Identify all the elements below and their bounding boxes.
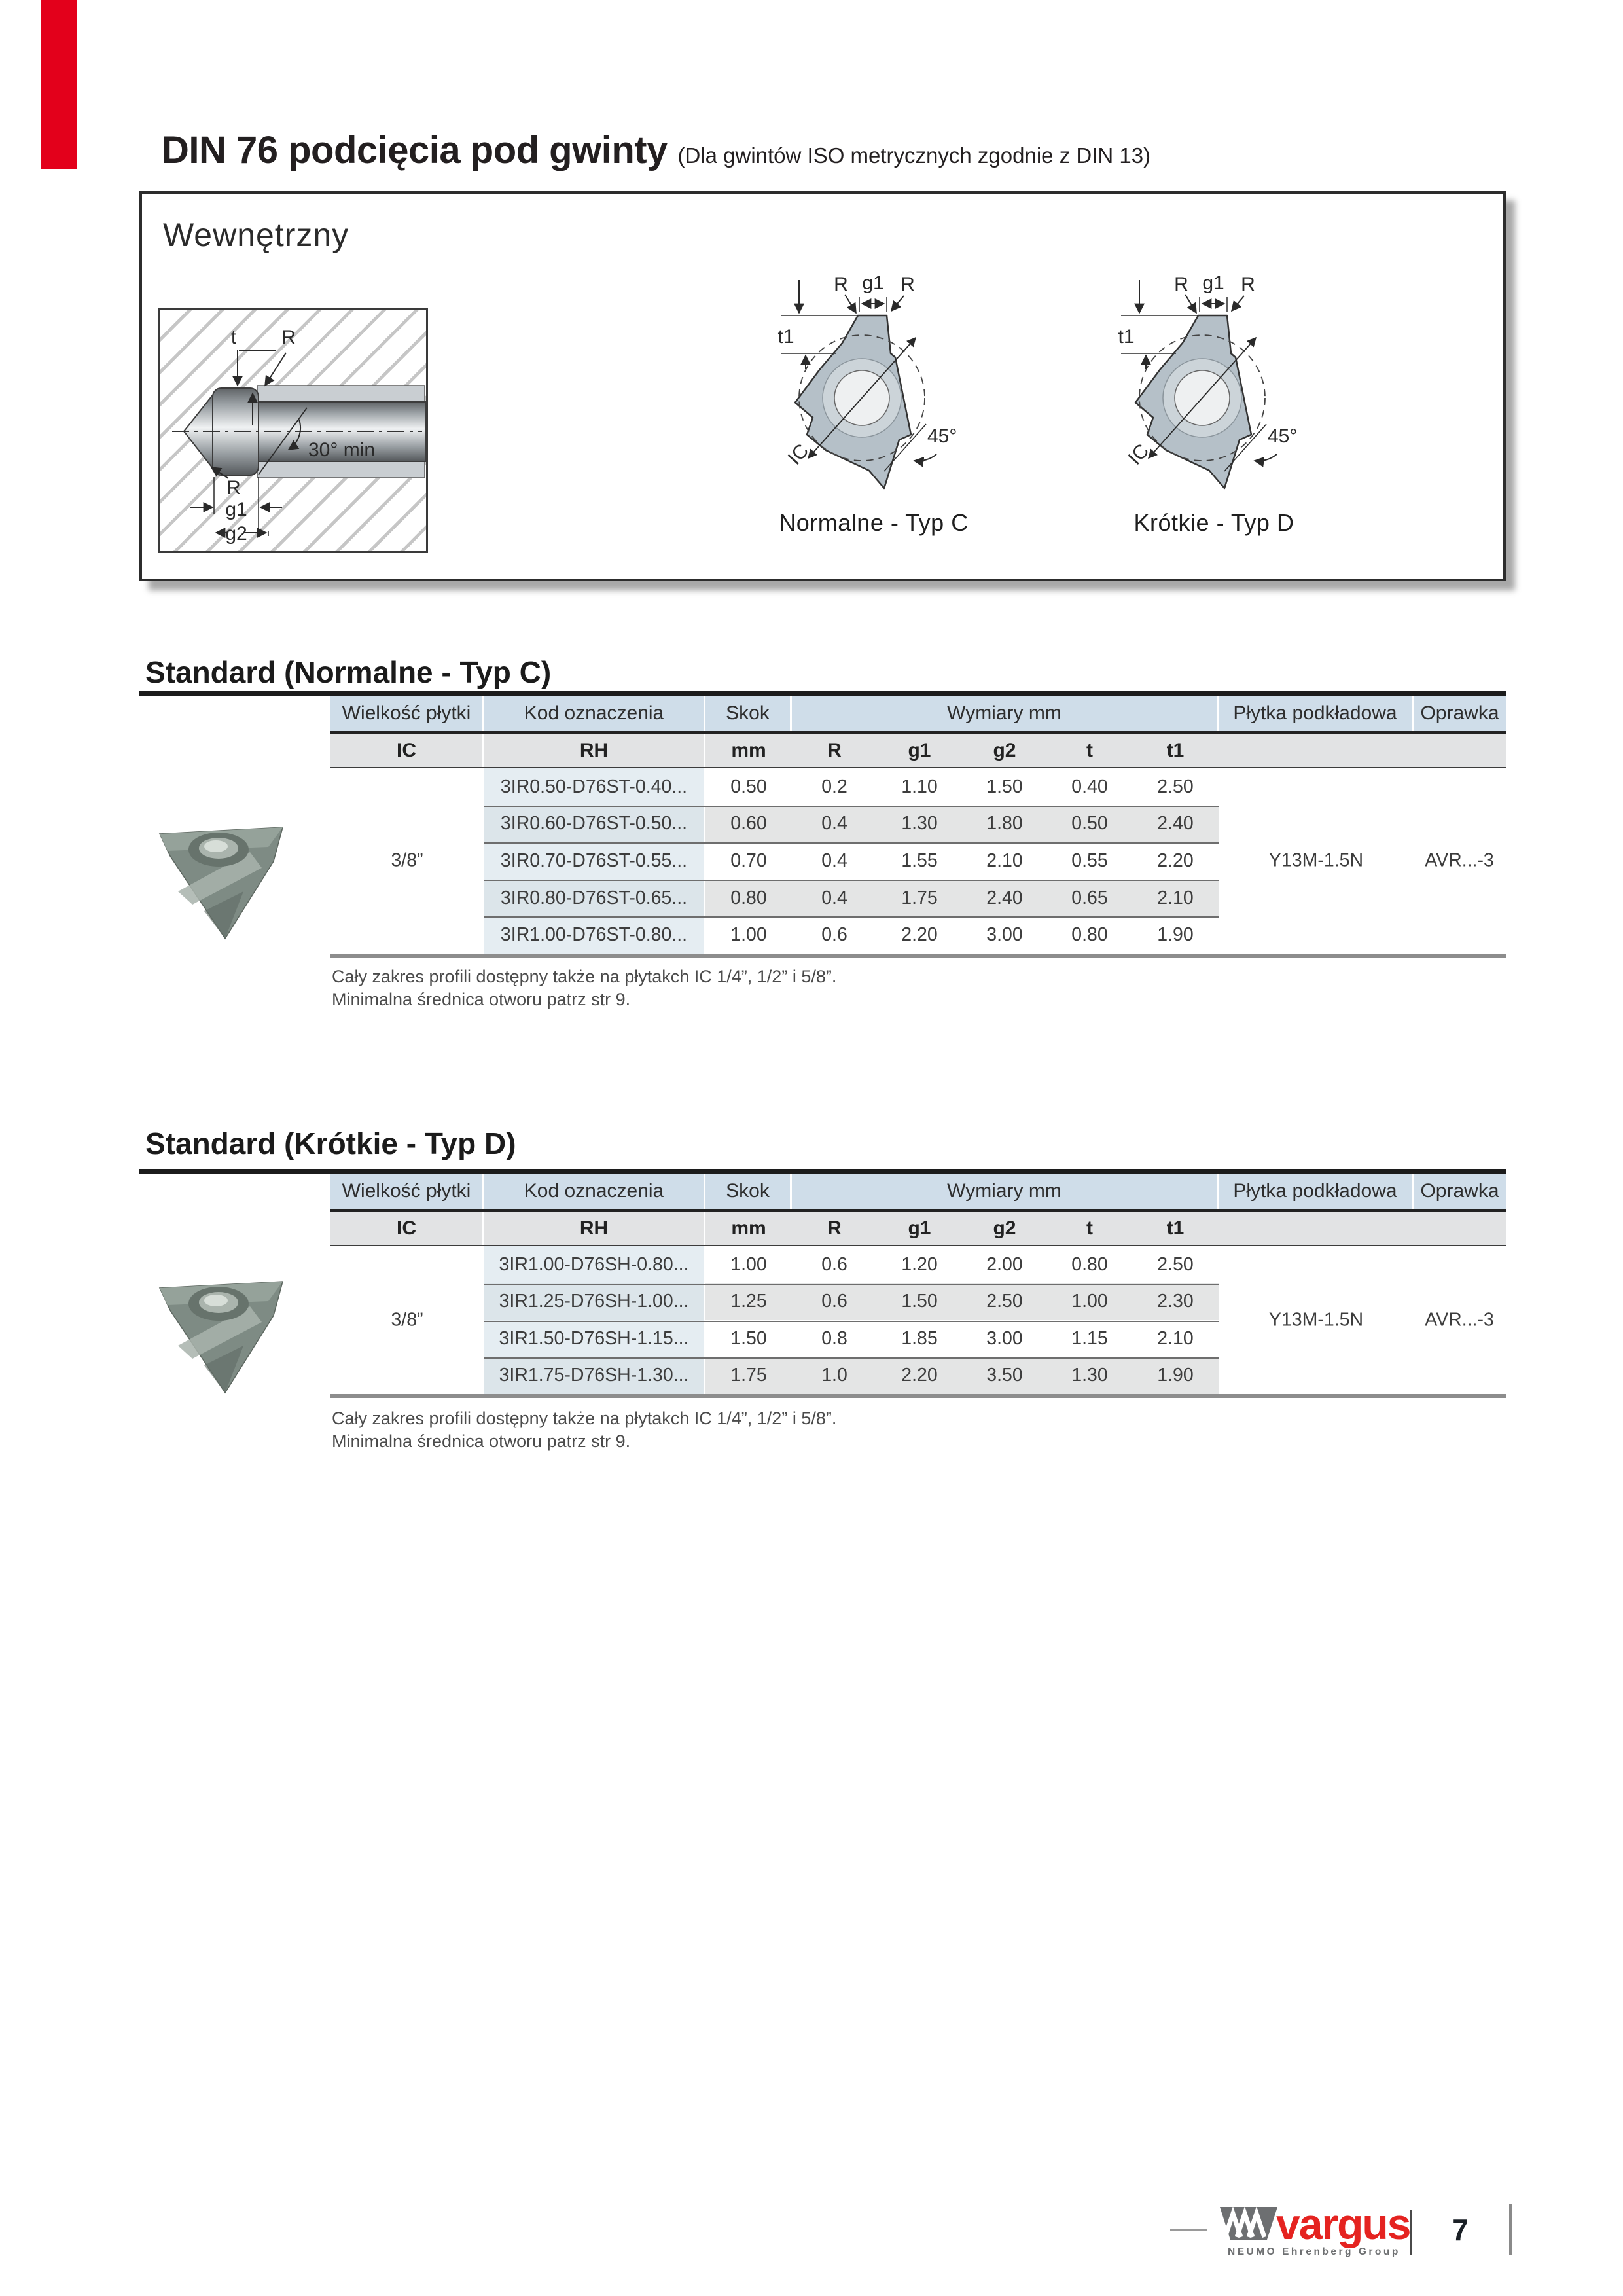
- row-separator: [484, 916, 1219, 918]
- row-separator: [484, 1357, 1219, 1359]
- table-row: 3IR0.50-D76ST-0.40... 0.50 0.2 1.10 1.50 0.40 2.50: [330, 768, 1506, 806]
- insert-label-r-left: R: [1174, 274, 1188, 295]
- subcol-ic: IC: [330, 734, 484, 767]
- insert-label-r-left: R: [834, 274, 848, 295]
- subcol-ic: IC: [330, 1212, 484, 1245]
- footnote-2: Minimalna średnica otworu patrz str 9.: [332, 990, 631, 1009]
- insert-label-ic: IC: [1124, 440, 1154, 469]
- row-separator: [484, 1321, 1219, 1322]
- row-separator: [484, 1284, 1219, 1285]
- red-corner-tab: [41, 0, 77, 169]
- row-separator: [484, 880, 1219, 881]
- merged-shim-value: Y13M-1.5N: [1268, 850, 1364, 871]
- rule: [330, 1394, 1506, 1398]
- insert-label-g1: g1: [1202, 272, 1224, 294]
- subcol-r: R: [827, 1217, 842, 1239]
- subcol-g1: g1: [908, 740, 931, 761]
- cell-code: 3IR0.80-D76ST-0.65...: [484, 880, 705, 917]
- insert-photo: [152, 813, 291, 944]
- rule: [330, 954, 1506, 958]
- merged-shim-value: Y13M-1.5N: [1268, 1309, 1364, 1331]
- page-title-text: DIN 76 podcięcia pod gwinty: [162, 129, 668, 171]
- footnote-1: Cały zakres profili dostępny także na płytakch IC 1/4”, 1/2” i 5/8”.: [332, 1408, 837, 1428]
- bore-wall-top: [257, 386, 425, 403]
- cell-code: 3IR1.50-D76SH-1.15...: [484, 1320, 705, 1357]
- insert-label-r-right: R: [1241, 274, 1255, 295]
- subcol-g2: g2: [993, 1217, 1016, 1239]
- shaft-label-g1: g1: [225, 499, 247, 520]
- cell-code: 3IR1.00-D76SH-0.80...: [484, 1246, 705, 1283]
- cell-code: 3IR0.60-D76ST-0.50...: [484, 806, 705, 843]
- col-size: Wielkość płytki: [330, 696, 484, 731]
- insert-label-45: 45°: [927, 425, 957, 447]
- table-row: 3IR0.60-D76ST-0.50... 0.60 0.4 1.30 1.80 0.50 2.40: [330, 806, 1506, 843]
- subcol-rh: RH: [484, 1212, 705, 1245]
- subcol-rh: RH: [484, 734, 705, 767]
- subcol-t: t: [1086, 740, 1093, 761]
- cell-code: 3IR1.00-D76ST-0.80...: [484, 916, 705, 954]
- rule: [139, 1169, 1506, 1174]
- subcol-g1: g1: [908, 1217, 931, 1239]
- col-dims: Wymiary mm: [792, 696, 1219, 731]
- insert-label-g1: g1: [862, 272, 884, 294]
- vargus-logo-icon: [1216, 2204, 1281, 2242]
- insert-drawing-typ-d: [1103, 270, 1325, 505]
- merged-holder-value: AVR...-3: [1425, 1309, 1494, 1331]
- subcol-t1: t1: [1166, 740, 1185, 761]
- page-title: [162, 128, 1510, 172]
- caption-typ-d: Krótkie - Typ D: [1133, 509, 1294, 536]
- footer-separator: [1410, 2210, 1412, 2255]
- shaft-label-t: t: [230, 327, 237, 348]
- table-row: 3IR1.50-D76SH-1.15... 1.50 0.8 1.85 3.00 1.15 2.10: [330, 1320, 1506, 1357]
- merged-ic-value: 3/8”: [391, 1309, 423, 1331]
- footer-divider: [1170, 2229, 1207, 2231]
- shaft-label-r-top: R: [281, 327, 296, 348]
- page-number: 7: [1452, 2213, 1469, 2247]
- subcol-mm: mm: [731, 740, 766, 761]
- caption-typ-c: Normalne - Typ C: [779, 509, 969, 536]
- page-subtitle: (Dla gwintów ISO metrycznych zgodnie z DIN 13): [677, 143, 1151, 168]
- table-row: 3IR1.00-D76ST-0.80... 1.00 0.6 2.20 3.00 0.80 1.90: [330, 916, 1506, 954]
- rule: [139, 691, 1506, 696]
- brand-subtitle: NEUMO Ehrenberg Group: [1228, 2246, 1400, 2257]
- insert-label-t1: t1: [1118, 326, 1135, 348]
- insert-drawing-typ-c: [762, 270, 985, 505]
- insert-photo: [152, 1267, 291, 1398]
- section-title-typ-c: Standard (Normalne - Typ C): [145, 655, 552, 689]
- merged-ic-value: 3/8”: [391, 850, 423, 871]
- row-separator: [484, 842, 1219, 844]
- subcol-r: R: [827, 740, 842, 761]
- table2-subheader: [330, 1212, 1506, 1245]
- footnote-2: Minimalna średnica otworu patrz str 9.: [332, 1431, 631, 1451]
- table-row: 3IR0.70-D76ST-0.55... 0.70 0.4 1.55 2.10 0.55 2.20: [330, 842, 1506, 880]
- subcol-t1: t1: [1166, 1217, 1185, 1239]
- table1-header: [330, 696, 1506, 731]
- table2-header: [330, 1174, 1506, 1209]
- cell-code: 3IR1.25-D76SH-1.00...: [484, 1283, 705, 1321]
- shaft-drawing-box: [158, 308, 428, 553]
- col-dims: Wymiary mm: [792, 1174, 1219, 1209]
- footer-separator: [1509, 2204, 1512, 2255]
- insert-label-r-right: R: [901, 274, 915, 295]
- col-size: Wielkość płytki: [330, 1174, 484, 1209]
- cell-code: 3IR0.70-D76ST-0.55...: [484, 842, 705, 880]
- merged-holder-value: AVR...-3: [1425, 850, 1494, 871]
- col-shim: Płytka podkładowa: [1219, 1174, 1414, 1209]
- insert-label-45: 45°: [1268, 425, 1298, 447]
- section-title-typ-d: Standard (Krótkie - Typ D): [145, 1126, 516, 1160]
- shaft-label-angle: 30° min: [308, 439, 376, 461]
- brand-name: vargus: [1276, 2200, 1410, 2248]
- col-shim: Płytka podkładowa: [1219, 696, 1414, 731]
- table-row: 3IR1.00-D76SH-0.80... 1.00 0.6 1.20 2.00 0.80 2.50: [330, 1246, 1506, 1283]
- col-pitch: Skok: [705, 696, 792, 731]
- footnote-1: Cały zakres profili dostępny także na płytakch IC 1/4”, 1/2” i 5/8”.: [332, 967, 837, 986]
- subcol-t: t: [1086, 1217, 1093, 1239]
- cell-code: 3IR0.50-D76ST-0.40...: [484, 768, 705, 806]
- insert-label-ic: IC: [783, 440, 813, 469]
- shaft-label-r-bottom: R: [226, 477, 241, 499]
- cell-code: 3IR1.75-D76SH-1.30...: [484, 1357, 705, 1395]
- subcol-g2: g2: [993, 740, 1016, 761]
- col-pitch: Skok: [705, 1174, 792, 1209]
- insert-label-t1: t1: [777, 326, 794, 348]
- bore-wall-bottom: [257, 461, 425, 478]
- table-row: 3IR1.75-D76SH-1.30... 1.75 1.0 2.20 3.50 1.30 1.90: [330, 1357, 1506, 1395]
- table1-subheader: [330, 734, 1506, 767]
- col-holder: Oprawka: [1420, 1180, 1499, 1202]
- col-code: Kod oznaczenia: [484, 696, 705, 731]
- row-separator: [484, 806, 1219, 807]
- shaft-drawing: [160, 310, 426, 551]
- diagram-heading: Wewnętrzny: [163, 217, 349, 253]
- shaft-label-g2: g2: [225, 523, 247, 545]
- table-row: 3IR0.80-D76ST-0.65... 0.80 0.4 1.75 2.40 0.65 2.10: [330, 880, 1506, 917]
- col-holder: Oprawka: [1420, 702, 1499, 724]
- table-row: 3IR1.25-D76SH-1.00... 1.25 0.6 1.50 2.50 1.00 2.30: [330, 1283, 1506, 1321]
- subcol-mm: mm: [731, 1217, 766, 1239]
- col-code: Kod oznaczenia: [484, 1174, 705, 1209]
